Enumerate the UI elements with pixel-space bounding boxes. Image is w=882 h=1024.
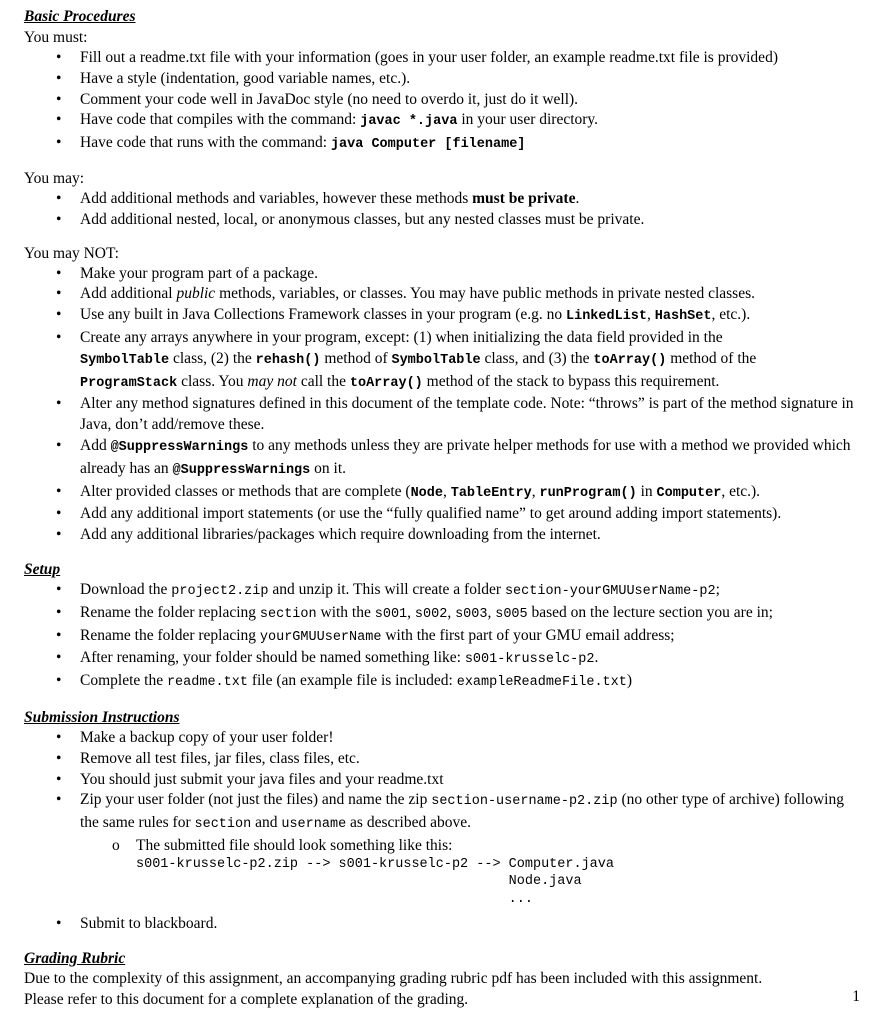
basic-procedures-heading: Basic Procedures [24,8,136,25]
list-item: • Have code that compiles with the command: javac *.java in your user directory. [24,110,864,133]
list-item: • Create any arrays anywhere in your program, except: (1) when initializing the data field provided in the SymbolTable class, (2) the rehash() method of SymbolTable class, and (3) the toArray() method of the ProgramStack class. You may not call the toArray() method of the stack to bypass this requirement. [24,328,864,394]
list-item: • Fill out a readme.txt file with your information (goes in your user folder, an example readme.txt file is provided) [24,48,864,69]
list-item: • Add additional methods and variables, however these methods must be private. [24,189,864,210]
list-item: • Rename the folder replacing section with the s001, s002, s003, s005 based on the lecture section you are in; [24,603,864,626]
rubric-line: Due to the complexity of this assignment, an accompanying grading rubric pdf has been included with this assignment. [24,970,763,988]
list-item: • Alter any method signatures defined in this document of the template code. Note: “throws” is part of the method signature in Java, don’t add/remove these. [24,394,864,436]
list-item: • Add @SuppressWarnings to any methods unless they are private helper methods for use with a method we provided which already has an @SuppressWarnings on it. [24,436,864,482]
may-not-intro: You may NOT: [24,244,119,262]
list-item: • Rename the folder replacing yourGMUUserName with the first part of your GMU email address; [24,626,864,649]
list-item: • Download the project2.zip and unzip it. This will create a folder section-yourGMUUserName-p2; [24,580,864,603]
must-intro: You must: [24,29,88,46]
sub-bullet: o [112,836,120,854]
code-line: Node.java [136,874,582,890]
submission-list-2 [24,914,864,935]
must-list [24,48,864,156]
list-item: • Have a style (indentation, good variable names, etc.). [24,69,864,90]
list-item: • Make your program part of a package. [24,264,864,285]
setup-heading: Setup [24,560,61,578]
code-line: s001-krusselc-p2.zip --> s001-krusselc-p2 --> Computer.java [136,856,614,872]
list-item: • Remove all test files, jar files, class files, etc. [24,749,864,770]
list-item: • After renaming, your folder should be named something like: s001-krusselc-p2. [24,648,864,671]
may-intro: You may: [24,169,85,187]
list-item: • You should just submit your java files and your readme.txt [24,770,864,791]
list-item: • Comment your code well in JavaDoc style (no need to overdo it, just do it well). [24,90,864,111]
list-item: • Add additional public methods, variables, or classes. You may have public methods in private nested classes. [24,284,864,305]
page-number: 1 [852,988,860,1005]
may-not-list [24,264,864,546]
list-item: • Use any built in Java Collections Framework classes in your program (e.g. no LinkedList, HashSet, etc.). [24,305,864,328]
grading-rubric-text [24,969,864,1010]
list-item: • Have code that runs with the command: java Computer [filename] [24,133,864,156]
submission-list [24,728,864,836]
rubric-line: Please refer to this document for a complete explanation of the grading. [24,990,469,1008]
submission-heading: Submission Instructions [24,708,180,726]
list-item: • Add any additional import statements (or use the “fully qualified name” to get around adding import statements). [24,504,864,525]
code-block [24,856,864,909]
setup-list [24,580,864,694]
list-item: • Add any additional libraries/packages which require downloading from the internet. [24,525,864,546]
sub-list-item: o The submitted file should look something like this: [112,836,453,854]
list-item: • Alter provided classes or methods that are complete (Node, TableEntry, runProgram() in Computer, etc.). [24,482,864,505]
may-list [24,189,864,231]
list-item: • Zip your user folder (not just the files) and name the zip section-username-p2.zip (no other type of archive) following the same rules for section and username as described above. [24,790,864,836]
grading-rubric-heading: Grading Rubric [24,950,126,968]
list-item: • Complete the readme.txt file (an example file is included: exampleReadmeFile.txt) [24,671,864,694]
document-page [24,6,864,1010]
list-item: • Submit to blackboard. [24,914,864,935]
code-line: ... [136,891,533,907]
list-item: • Make a backup copy of your user folder! [24,728,864,749]
list-item: • Add additional nested, local, or anonymous classes, but any nested classes must be private. [24,210,864,231]
